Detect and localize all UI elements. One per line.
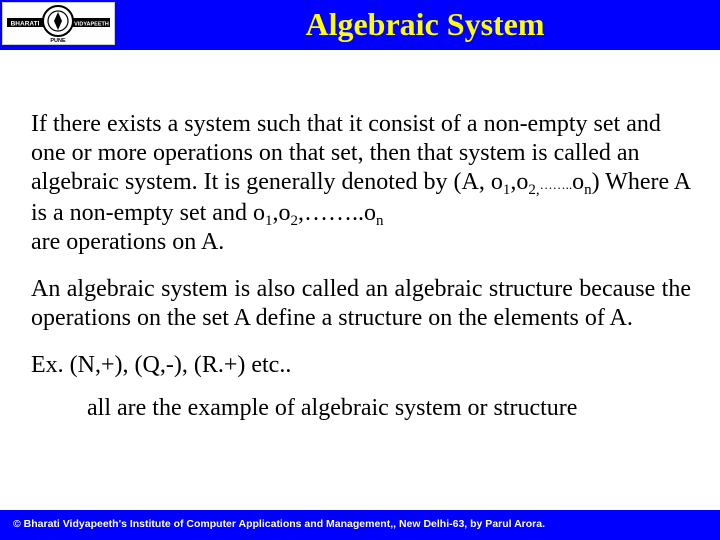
footer-band [0, 510, 720, 540]
subscript-2b: 2 [290, 213, 298, 229]
subscript-2: 2, [528, 182, 540, 198]
logo-right-text: VIDYAPEETH [74, 21, 109, 28]
subscript-nb: n [375, 213, 384, 229]
definition-paragraph [31, 110, 691, 257]
separator: ,o [510, 169, 529, 195]
header-band [0, 0, 720, 50]
definition-end: are operations on A. [31, 229, 225, 255]
slide-body [31, 110, 691, 423]
definition-middle: ) Where A is a non-empty set and o [31, 169, 690, 226]
operation-o: o [572, 169, 585, 195]
logo-bottom-text: PUNE [50, 38, 66, 44]
institute-logo-graphic [3, 3, 114, 44]
subscript-1: 1 [502, 182, 511, 198]
ellipsis-b: ,……..o [297, 200, 376, 226]
institute-logo [2, 2, 115, 45]
subscript-1b: 1 [264, 213, 273, 229]
logo-left-text: BHARATI [10, 20, 40, 28]
example-note: all are the example of algebraic system or structure [87, 395, 578, 421]
subscript-n: n [584, 182, 592, 198]
ellipsis: …….. [539, 177, 573, 192]
separator-b: ,o [272, 200, 291, 226]
footer-copyright: © Bharati Vidyapeeth's Institute of Computer Applications and Management,, New Delhi-63, by Parul Arora. [13, 518, 546, 530]
definition-intro: If there exists a system such that it consist of a non-empty set and one or more operations on that set, then that system is called an algebraic system. It is generally denoted by (A, o [31, 111, 661, 195]
example-line: Ex. (N,+), (Q,-), (R.+) etc.. [31, 352, 292, 378]
slide-title: Algebraic System [305, 6, 545, 42]
structure-paragraph: An algebraic system is also called an algebraic structure because the operations on the set A define a structure on the elements of A. [31, 276, 691, 331]
